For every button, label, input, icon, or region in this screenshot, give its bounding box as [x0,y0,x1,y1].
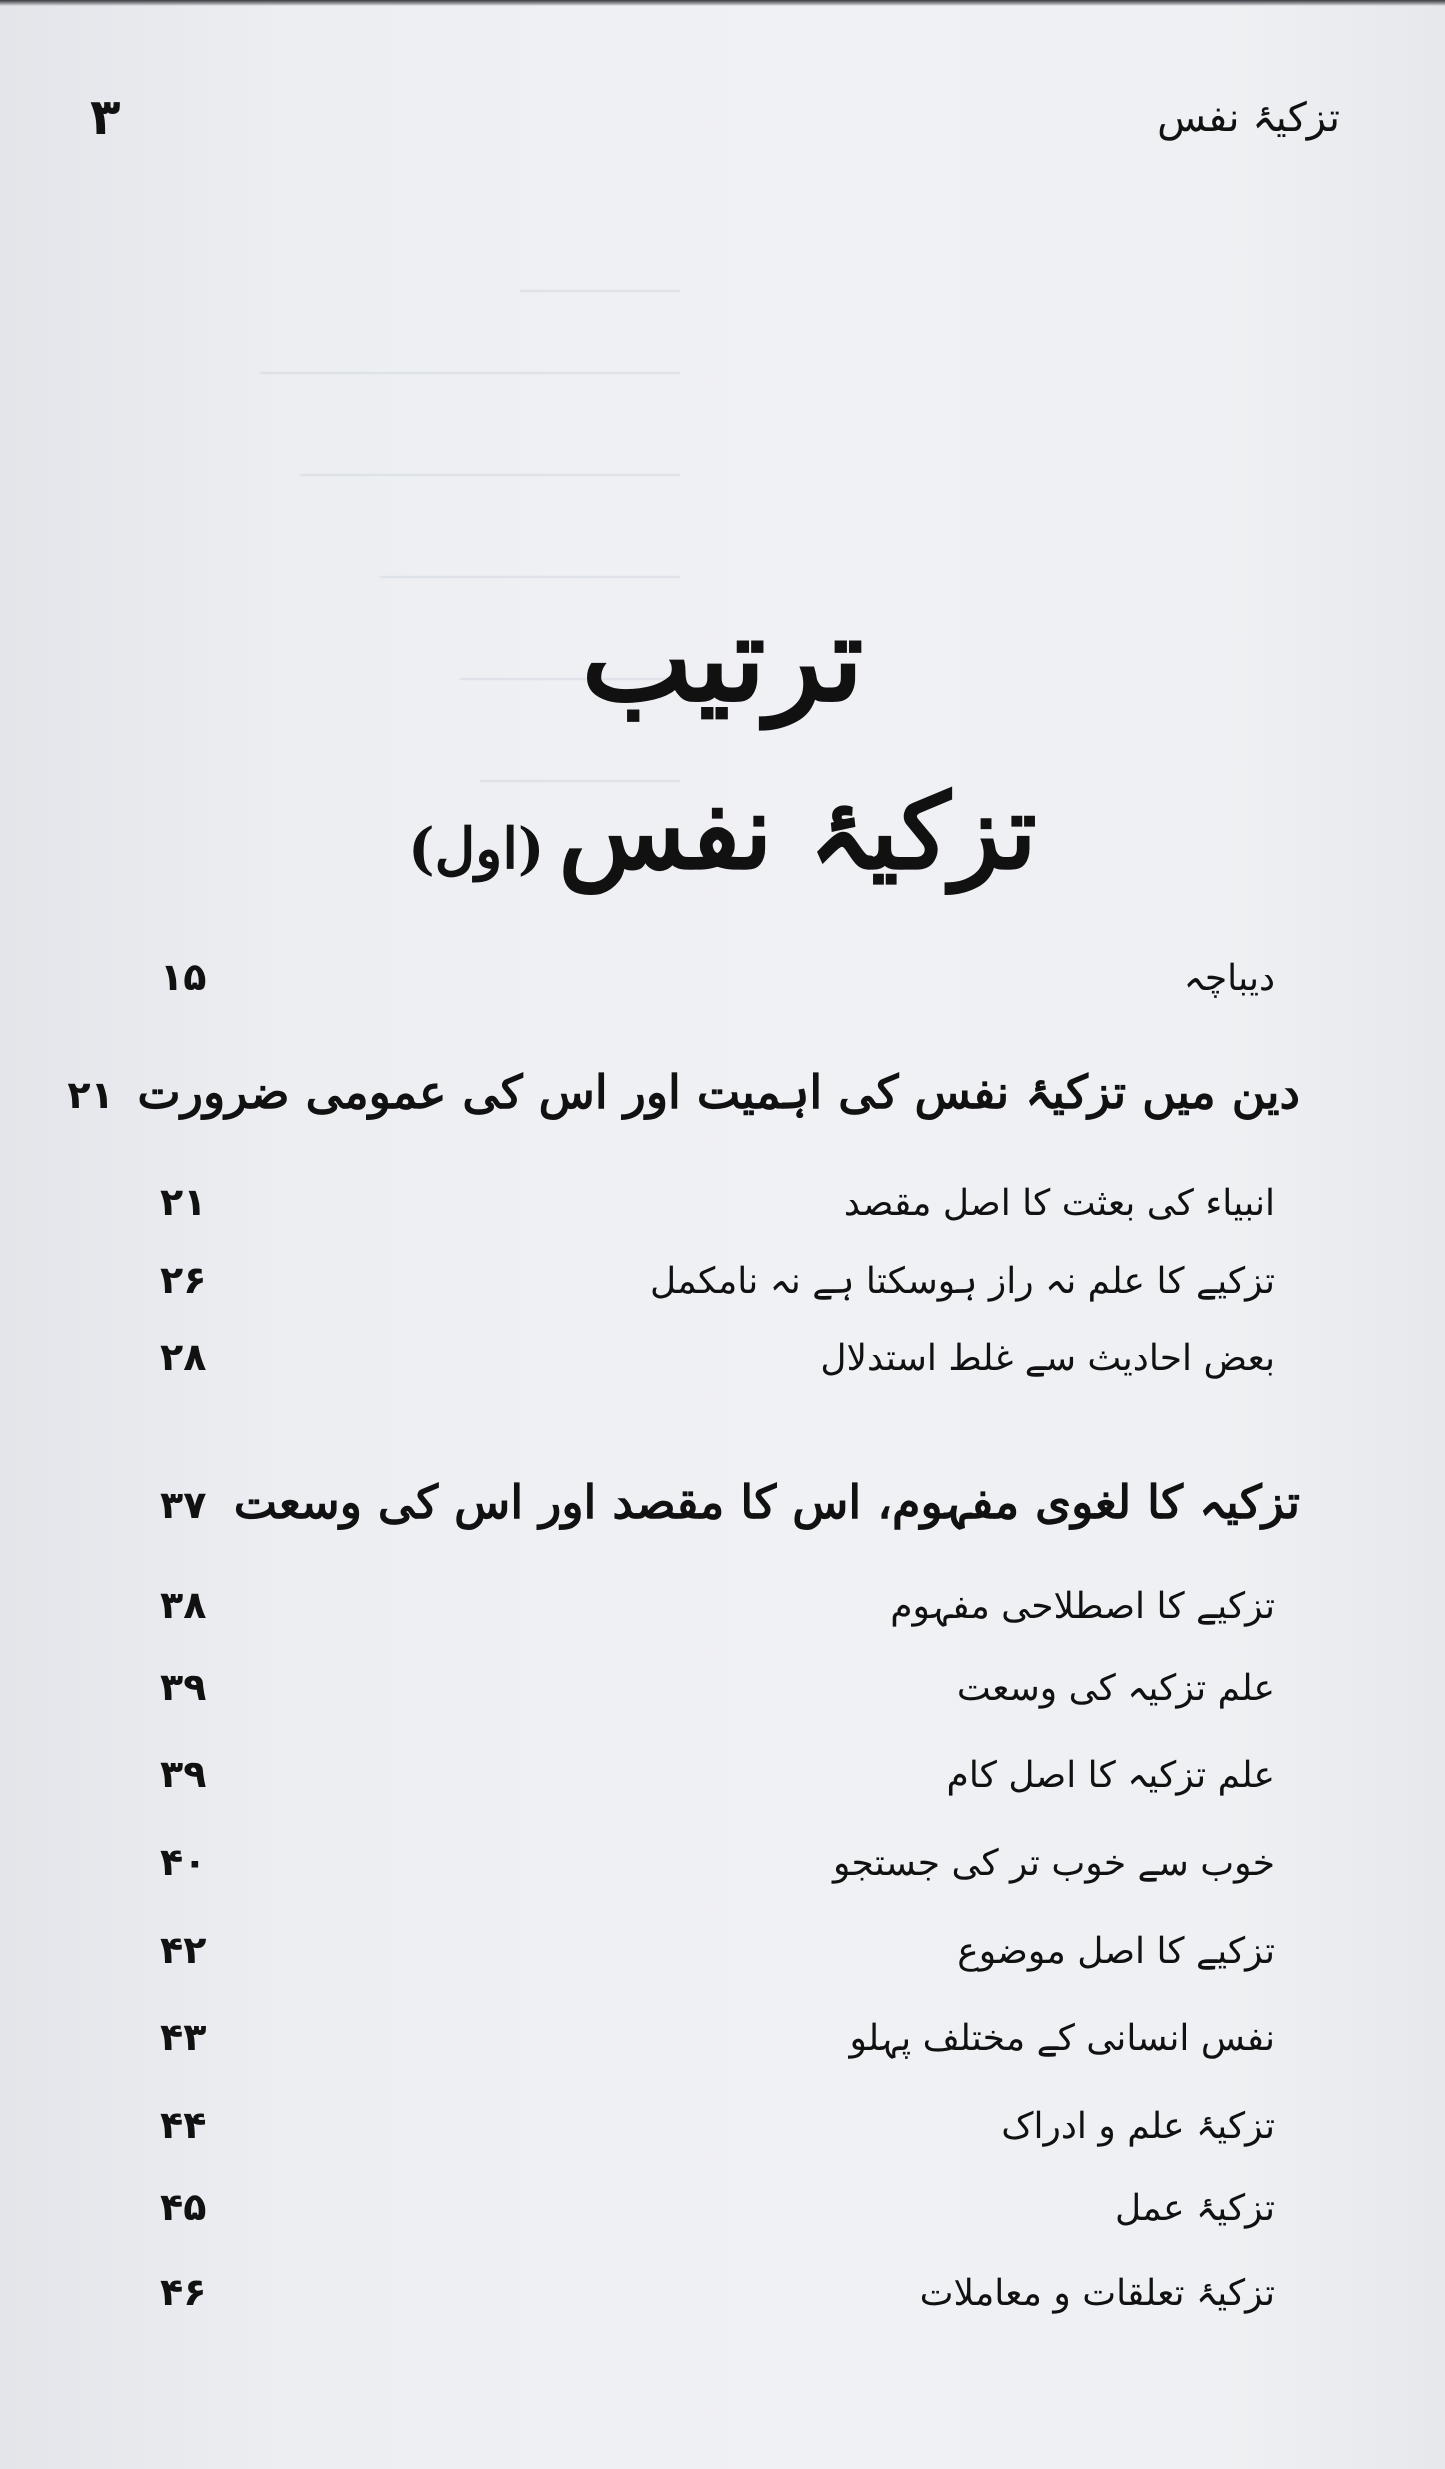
toc-entry [160,2270,1300,2314]
page-top-edge [0,0,1445,6]
toc-entry-title: علم تزکیہ کا اصل کام [946,1755,1275,1796]
toc-entry [160,1335,1300,1379]
toc-entry-title: دیباچہ [1183,958,1275,999]
toc-entry-title: دین میں تزکیۂ نفس کی اہمیت اور اس کی عمومی ضرورت [137,1065,1300,1119]
toc-entry-page: ۴۳ [160,2015,207,2059]
toc-entry [160,2185,1300,2229]
toc-entry [160,1665,1300,1709]
toc-entry [160,2015,1300,2059]
toc-entry-page: ۲۶ [160,1258,207,1302]
toc-entry-page: ۴۶ [160,2270,207,2314]
toc-entry [160,1840,1300,1884]
toc-entry-page: ۲۸ [160,1335,207,1379]
toc-entry [160,2103,1300,2147]
toc-entry-title: خوب سے خوب تر کی جستجو [832,1843,1275,1884]
book-subtitle [0,770,1445,893]
toc-entry [160,955,1300,999]
toc-entry-page: ۴۲ [160,1928,207,1972]
toc-entry [160,1752,1300,1796]
toc-entry-title: تزکیۂ علم و ادراک [1001,2106,1275,2147]
running-head: تزکیۂ نفس [1157,95,1340,141]
toc-entry-title: نفس انسانی کے مختلف پہلو [849,2018,1275,2059]
toc-entry [67,1065,1300,1119]
toc-entry-title: تزکیۂ عمل [1115,2188,1275,2229]
toc-entry-title: علم تزکیہ کی وسعت [956,1668,1275,1709]
toc-entry [160,1475,1300,1529]
toc-entry-page: ۳۷ [160,1483,207,1527]
toc-entry [160,1928,1300,1972]
toc-entry-title: تزکیے کا علم نہ راز ہوسکتا ہے نہ نامکمل [650,1261,1275,1302]
toc-entry-page: ۳۹ [160,1665,207,1709]
toc-entry-title: انبیاء کی بعثت کا اصل مقصد [843,1183,1275,1224]
toc-entry-page: ۳۹ [160,1752,207,1796]
toc-entry-page: ۳۸ [160,1583,207,1627]
toc-entry-page: ۴۰ [160,1840,207,1884]
toc-entry-page: ۴۵ [160,2185,207,2229]
toc-entry [160,1583,1300,1627]
book-title: تزکیۂ نفس [558,770,1037,893]
volume-label: (اول) [408,816,545,882]
toc-entry-page: ۲۱ [160,1180,207,1224]
toc-entry [160,1258,1300,1302]
toc-entry [160,1180,1300,1224]
page-number: ۳ [90,88,121,146]
toc-entry-page: ۴۴ [160,2103,207,2147]
bleed-through-texture [180,220,680,2020]
toc-entry-page: ۱۵ [160,955,207,999]
toc-entry-page: ۲۱ [67,1073,114,1117]
toc-entry-title: تزکیہ کا لغوی مفہوم، اس کا مقصد اور اس کی وسعت [233,1475,1300,1529]
toc-entry-title: تزکیۂ تعلقات و معاملات [919,2273,1275,2314]
page-title: ترتیب [581,589,864,728]
toc-entry-title: تزکیے کا اصل موضوع [957,1931,1275,1972]
toc-entry-title: تزکیے کا اصطلاحی مفہوم [890,1586,1275,1627]
toc-entry-title: بعض احادیث سے غلط استدلال [820,1338,1275,1379]
